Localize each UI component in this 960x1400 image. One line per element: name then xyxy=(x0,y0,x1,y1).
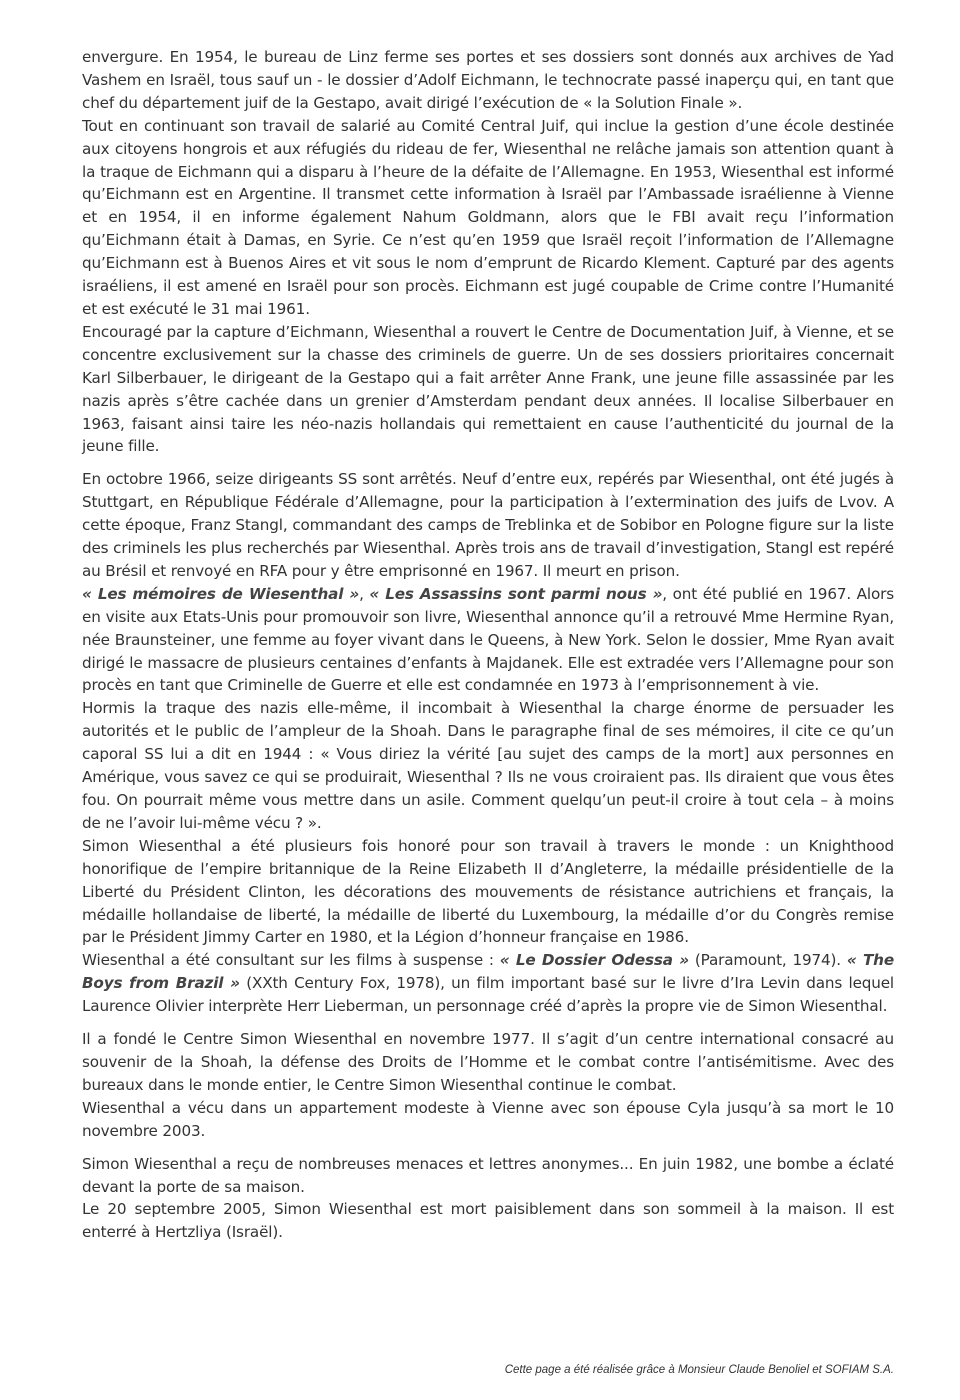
text-segment: En octobre 1966, seize dirigeants SS sont arrêtés. Neuf d’entre eux, repérés par Wiesenthal, ont été jugés à Stuttgart, en République Fédérale d’Allemagne, pour la participation à l’extermination des juifs de Lvov. A cette époque, Franz Stangl, commandant des camps de Treblinka et de Sobibor en Pologne figure sur la liste des criminels les plus recherchés par Wiesenthal. Après trois ans de travail d’investigation, Stangl est repéré au Brésil et renvoyé en RFA pour y être emprisonné en 1967. Il meurt en prison. xyxy=(82,470,894,580)
paragraph-p1 xyxy=(82,46,894,115)
paragraph-p5 xyxy=(82,583,894,698)
text-segment: (Paramount, 1974). xyxy=(688,951,847,970)
text-segment: Wiesenthal a vécu dans un appartement modeste à Vienne avec son épouse Cyla jusqu’à sa mort le 10 novembre 2003. xyxy=(82,1098,894,1140)
text-segment: Simon Wiesenthal a été plusieurs fois honoré pour son travail à travers le monde : un Knighthood honorifique de l’empire britannique de la Reine Elizabeth II d’Angleterre, la médaille présidentielle de la Liberté du Président Clinton, les décorations des mouvements de résistance autrichiens et français, la médaille hollandaise de liberté, la médaille de liberté du Luxembourg, la médaille d’or du Congrès remise par le Président Jimmy Carter en 1980, et la Légion d’honneur française en 1986. xyxy=(82,836,894,947)
paragraph-p4 xyxy=(82,468,894,583)
title-reference: « Le Dossier Odessa » xyxy=(499,951,689,970)
text-segment: , xyxy=(359,584,370,603)
text-segment: , ont été publié en 1967. Alors en visite aux Etats-Unis pour promouvoir son livre, Wiesenthal annonce qu’il a retrouvé Mme Hermine Ryan, née Braunsteiner, une femme au foyer vivant dans le Queens, à New York. Selon le dossier, Mme Ryan avait dirigé le massacre de plusieurs centaines d’enfants à Majdanek. Elle est extradée vers l’Allemagne pour son procès en tant que Criminelle de Guerre et elle est condamnée en 1973 à l’emprisonnement à vie. xyxy=(82,584,894,695)
paragraph-p7 xyxy=(82,835,894,950)
paragraph-p10 xyxy=(82,1097,894,1143)
paragraph-p2 xyxy=(82,115,894,321)
text-segment: Encouragé par la capture d’Eichmann, Wiesenthal a rouvert le Centre de Documentation Juif, à Vienne, et se concentre exclusivement sur la chasse des criminels de guerre. Un de ses dossiers prioritaires concernait Karl Silberbauer, le dirigeant de la Gestapo qui a fait arrêter Anne Frank, une jeune fille assassinée par les nazis après s’être cachée dans un grenier d’Amsterdam pendant deux années. Il localise Silberbauer en 1963, faisant ainsi taire les néo-nazis hollandais qui remettaient en cause l’authenticité du journal de la jeune fille. xyxy=(82,322,894,456)
text-segment: Hormis la traque des nazis elle-même, il incombait à Wiesenthal la charge énorme de persuader les autorités et le public de l’ampleur de la Shoah. Dans le paragraphe final de ses mémoires, il cite ce qu’un caporal SS lui a dit en 1944 : « Vous diriez la vérité [au sujet des camps de la mort] aux personnes en Amérique, vous savez ce qui se produirait, Wiesenthal ? Ils ne vous croiraient pas. Ils diraient que vous êtes fou. On pourrait même vous mettre dans un asile. Comment quelqu’un peut-il croire à tout cela – à moins de ne l’avoir lui-même vécu ? ». xyxy=(82,699,894,832)
text-segment: Il a fondé le Centre Simon Wiesenthal en novembre 1977. Il s’agit d’un centre international consacré au souvenir de la Shoah, la défense des Droits de l’Homme et le combat contre l’antisémitisme. Avec des bureaux dans le monde entier, le Centre Simon Wiesenthal continue le combat. xyxy=(82,1030,894,1094)
text-segment: Tout en continuant son travail de salarié au Comité Central Juif, qui inclue la gestion d’une école destinée aux citoyens hongrois et aux réfugiés du rideau de fer, Wiesenthal ne relâche jamais son attention quant à la traque de Eichmann qui a disparu à l’heure de la défaite de l’Allemagne. En 1953, Wiesenthal est informé qu’Eichmann est en Argentine. Il transmet cette information à Israël par l’Ambassade israélienne à Vienne et en 1954, il en informe également Nahum Goldmann, alors que le FBI avait reçu l’information qu’Eichmann était à Damas, en Syrie. Ce n’est qu’en 1959 que Israël reçoit l’information de l’Allemagne qu’Eichmann est à Buenos Aires et vit sous le nom d’emprunt de Ricardo Klement. Capturé par des agents israéliens, il est amené en Israël pour son procès. Eichmann est jugé coupable de Crime contre l’Humanité et est exécuté le 31 mai 1961. xyxy=(82,116,894,318)
text-segment: Le 20 septembre 2005, Simon Wiesenthal est mort paisiblement dans son sommeil à la maison. Il est enterré à Hertzliya (Israël). xyxy=(82,1200,894,1242)
text-segment: envergure. En 1954, le bureau de Linz ferme ses portes et ses dossiers sont donnés aux archives de Yad Vashem en Israël, tous sauf un - le dossier d’Adolf Eichmann, le technocrate passé inaperçu qui, en tant que chef du département juif de la Gestapo, avait dirigé l’exécution de « la Solution Finale ». xyxy=(82,48,894,112)
text-segment: Simon Wiesenthal a reçu de nombreuses menaces et lettres anonymes... En juin 1982, une bombe a éclaté devant la porte de sa maison. xyxy=(82,1154,894,1196)
page-body xyxy=(82,46,894,1244)
paragraph-p9 xyxy=(82,1028,894,1097)
text-segment: (XXth Century Fox, 1978), un film important basé sur le livre d’Ira Levin dans lequel Laurence Olivier interprète Herr Lieberman, un personnage créé d’après la propre vie de Simon Wiesenthal. xyxy=(82,974,894,1016)
paragraph-p3 xyxy=(82,321,894,458)
page-footer-credit: Cette page a été réalisée grâce à Monsieur Claude Benoliel et SOFIAM S.A. xyxy=(504,1364,894,1376)
paragraph-p8 xyxy=(82,949,894,1018)
title-reference: « Les mémoires de Wiesenthal » xyxy=(82,584,360,603)
text-segment: Wiesenthal a été consultant sur les films à suspense : xyxy=(82,951,500,970)
title-reference: « The Boys from Brazil » xyxy=(82,951,894,993)
paragraph-p6 xyxy=(82,697,894,834)
title-reference: « Les Assassins sont parmi nous » xyxy=(369,584,663,603)
paragraph-p12 xyxy=(82,1198,894,1244)
paragraph-p11 xyxy=(82,1153,894,1199)
